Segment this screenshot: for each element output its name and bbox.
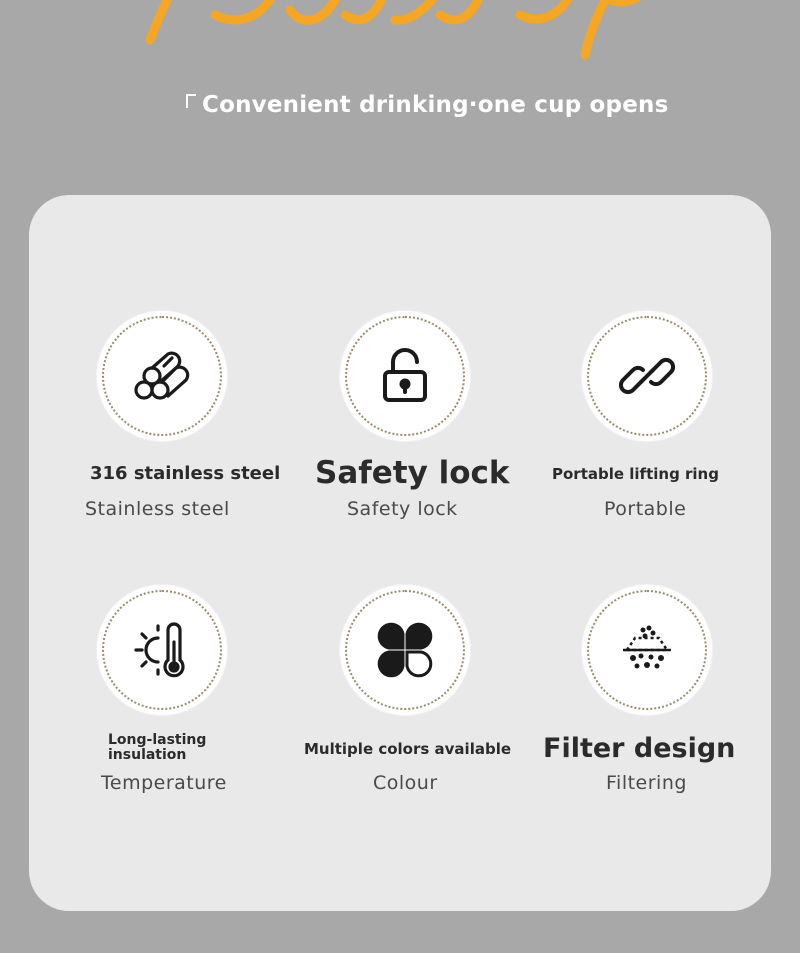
headline (186, 92, 669, 118)
feature-badge-steel (97, 311, 227, 441)
four-petal-icon (375, 620, 435, 680)
feature-subtitle-filter: Filtering (606, 772, 687, 794)
feature-title-ring: Portable lifting ring (552, 465, 719, 483)
feature-subtitle-colors: Colour (373, 772, 438, 794)
feature-title-colors: Multiple colors available (304, 740, 512, 758)
feature-badge-temperature (97, 585, 227, 715)
filter-mesh-icon (617, 620, 677, 680)
brand-script-graphic (0, 0, 800, 70)
feature-badge-lock (340, 311, 470, 441)
feature-subtitle-lock: Safety lock (347, 498, 458, 520)
feature-title-temperature: Long-lasting insulation (108, 732, 207, 763)
chain-link-icon (617, 346, 677, 406)
feature-title-lock: Safety lock (315, 455, 510, 491)
steel-rods-icon (132, 346, 192, 406)
feature-subtitle-ring: Portable (604, 498, 687, 520)
feature-subtitle-temperature: Temperature (101, 772, 227, 794)
feature-card (29, 195, 771, 911)
headline-text: Convenient drinking·one cup opens (202, 92, 669, 118)
feature-badge-colors (340, 585, 470, 715)
thermometer-sun-icon (132, 620, 192, 680)
feature-badge-ring (582, 311, 712, 441)
feature-title-filter: Filter design (543, 733, 736, 764)
feature-title-steel: 316 stainless steel (90, 463, 281, 484)
feature-subtitle-steel: Stainless steel (85, 498, 230, 520)
feature-badge-filter (582, 585, 712, 715)
padlock-open-icon (375, 346, 435, 406)
corner-bracket-icon (186, 94, 196, 108)
